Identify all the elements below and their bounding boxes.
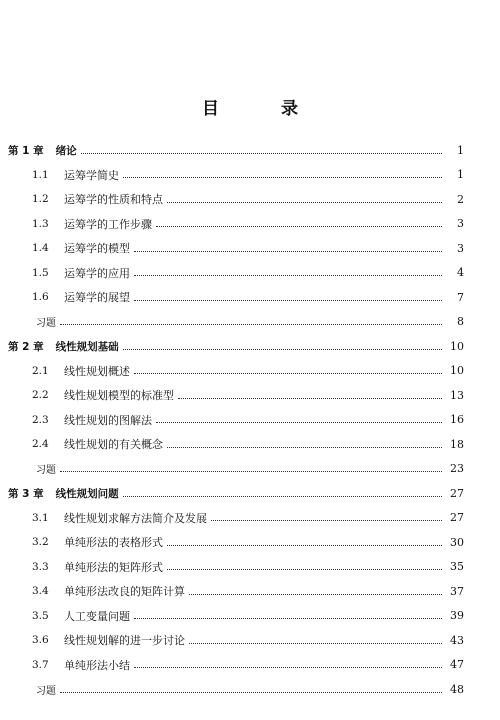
page-number: 1 — [457, 168, 464, 181]
toc-section-entry[interactable] — [32, 287, 464, 307]
toc-entry-title: 单纯形法的矩阵形式 — [64, 560, 163, 574]
toc-entry-label — [32, 216, 152, 232]
toc-entry-title: 线性规划模型的标准型 — [64, 389, 174, 402]
page-number: 43 — [450, 633, 464, 647]
toc-section-entry[interactable] — [32, 410, 464, 430]
toc-entry-number: 1.6 — [32, 291, 49, 303]
toc-entry-title: 线性规划解的进一步讨论 — [64, 634, 185, 647]
page-number: 10 — [450, 364, 464, 377]
toc-entry-number: 2.2 — [32, 389, 49, 401]
toc-entry-title: 线性规划基础 — [55, 340, 119, 353]
toc-exercise-entry[interactable] — [36, 459, 464, 479]
toc-entry-number: 1.5 — [32, 266, 49, 279]
toc-section-entry[interactable] — [32, 263, 464, 283]
toc-entry-title: 运筹学简史 — [64, 168, 119, 182]
toc-entry-title: 单纯形法改良的矩阵计算 — [64, 585, 185, 598]
toc-entry-label — [32, 632, 185, 648]
toc-entry-label — [32, 191, 163, 207]
toc-section-entry[interactable] — [32, 361, 464, 381]
toc-section-entry[interactable] — [32, 508, 464, 528]
toc-entry-number: 3.5 — [32, 609, 49, 622]
dot-leader — [134, 300, 442, 301]
toc-entry-title: 绪论 — [55, 144, 77, 157]
dot-leader — [167, 545, 442, 546]
toc-entry-label — [32, 657, 130, 673]
toc-entry-label — [32, 167, 119, 183]
page-number: 39 — [450, 609, 464, 622]
page-number: 37 — [450, 584, 464, 598]
dot-leader — [178, 398, 442, 399]
page-number: 35 — [450, 560, 464, 573]
toc-entry-number: 2.3 — [32, 413, 49, 426]
toc-entry-label — [32, 583, 185, 599]
dot-leader — [189, 643, 442, 644]
toc-entry-number: 3.7 — [32, 658, 49, 671]
page-number: 10 — [450, 339, 464, 353]
page-number: 7 — [457, 290, 464, 304]
toc-section-entry[interactable] — [32, 630, 464, 650]
toc-entry-title: 运筹学的性质和特点 — [64, 193, 163, 206]
toc-entry-title: 线性规划求解方法简介及发展 — [64, 511, 207, 525]
toc-section-entry[interactable] — [32, 581, 464, 601]
dot-leader — [60, 692, 442, 693]
toc-entry-label — [36, 682, 56, 697]
toc-chapter-entry[interactable] — [8, 483, 464, 503]
toc-entry-title: 运筹学的模型 — [64, 242, 130, 255]
toc-entry-label — [32, 240, 130, 256]
dot-leader — [123, 177, 442, 178]
page-number: 18 — [450, 437, 464, 451]
toc-entry-label — [32, 534, 163, 550]
toc-exercise-entry[interactable] — [36, 312, 464, 332]
toc-entry-label — [36, 314, 56, 329]
page-number: 2 — [457, 192, 464, 206]
dot-leader — [60, 324, 442, 325]
page-number: 1 — [457, 143, 464, 157]
toc-entry-number: 3.2 — [32, 536, 49, 548]
page-number: 30 — [450, 535, 464, 549]
toc-entry-number: 第 3 章 — [8, 487, 44, 500]
page-number: 3 — [457, 241, 464, 255]
toc-entry-label — [32, 265, 130, 281]
toc-entry-label — [32, 363, 130, 379]
toc-section-entry[interactable] — [32, 434, 464, 454]
toc-chapter-entry[interactable] — [8, 336, 464, 356]
toc-entry-title: 线性规划概述 — [64, 364, 130, 378]
toc-entry-title: 线性规划的有关概念 — [64, 438, 163, 451]
toc-entry-title: 线性规划的图解法 — [64, 413, 152, 427]
toc-entry-number: 第 2 章 — [8, 340, 44, 353]
dot-leader — [156, 422, 442, 423]
dot-leader — [167, 202, 442, 203]
toc-entry-label — [32, 559, 163, 575]
dot-leader — [134, 667, 442, 668]
page-number: 8 — [457, 315, 464, 328]
toc-entry-label — [32, 510, 207, 526]
toc-entry-label — [8, 143, 77, 158]
dot-leader — [134, 275, 442, 276]
dot-leader — [134, 618, 442, 619]
page-number: 27 — [450, 511, 464, 524]
toc-entry-number: 第 1 章 — [8, 144, 44, 157]
page-number: 3 — [457, 217, 464, 230]
toc-chapter-entry[interactable] — [8, 140, 464, 160]
page-number: 13 — [450, 388, 464, 402]
toc-section-entry[interactable] — [32, 655, 464, 675]
toc-section-entry[interactable] — [32, 214, 464, 234]
toc-entry-title: 运筹学的展望 — [64, 291, 130, 304]
dot-leader — [123, 496, 442, 497]
toc-entry-number: 2.1 — [32, 364, 49, 377]
toc-entry-label — [32, 289, 130, 305]
toc-entry-number: 3.4 — [32, 585, 49, 597]
page-number: 4 — [457, 266, 464, 279]
toc-entry-number: 3.1 — [32, 511, 49, 524]
toc-entry-title: 单纯形法的表格形式 — [64, 536, 163, 549]
toc-section-entry[interactable] — [32, 165, 464, 185]
toc-section-entry[interactable] — [32, 606, 464, 626]
dot-leader — [60, 471, 442, 472]
toc-entry-label — [8, 486, 119, 501]
page-number: 23 — [450, 462, 464, 475]
toc-entry-label — [32, 436, 163, 452]
page-number: 27 — [450, 486, 464, 500]
toc-entry-title: 单纯形法小结 — [64, 658, 130, 672]
toc-entry-title: 线性规划问题 — [55, 487, 119, 500]
dot-leader — [81, 153, 442, 154]
toc-entry-label — [8, 339, 119, 354]
dot-leader — [167, 569, 442, 570]
page-number: 48 — [450, 682, 464, 696]
dot-leader — [134, 373, 442, 374]
toc-entry-label — [32, 412, 152, 428]
toc-entry-label — [32, 608, 130, 624]
toc-entry-number: 1.1 — [32, 168, 49, 181]
page-number: 47 — [450, 658, 464, 671]
toc-entry-label — [36, 461, 56, 476]
dot-leader — [123, 349, 442, 350]
toc-section-entry[interactable] — [32, 238, 464, 258]
dot-leader — [167, 447, 442, 448]
toc-entry-number: 3.3 — [32, 560, 49, 573]
toc-section-entry[interactable] — [32, 189, 464, 209]
toc-entry-title: 运筹学的应用 — [64, 266, 130, 280]
page-title: 目 录 — [202, 99, 326, 119]
dot-leader — [134, 251, 442, 252]
toc-entry-title: 人工变量问题 — [64, 609, 130, 623]
toc-entry-title: 习题 — [36, 685, 56, 697]
dot-leader — [189, 594, 442, 595]
toc-entry-title: 运筹学的工作步骤 — [64, 217, 152, 231]
toc-exercise-entry[interactable] — [36, 679, 464, 699]
toc-entry-number: 2.4 — [32, 438, 49, 450]
toc-section-entry[interactable] — [32, 385, 464, 405]
toc-entry-number: 3.6 — [32, 634, 49, 646]
toc-section-entry[interactable] — [32, 532, 464, 552]
toc-entry-label — [32, 387, 174, 403]
toc-entry-number: 1.3 — [32, 217, 49, 230]
toc-entry-title: 习题 — [36, 465, 56, 476]
page-number: 16 — [450, 413, 464, 426]
toc-entry-title: 习题 — [36, 318, 56, 329]
dot-leader — [211, 520, 442, 521]
toc-section-entry[interactable] — [32, 557, 464, 577]
toc-entry-number: 1.2 — [32, 193, 49, 205]
toc-entry-number: 1.4 — [32, 242, 49, 254]
dot-leader — [156, 226, 442, 227]
